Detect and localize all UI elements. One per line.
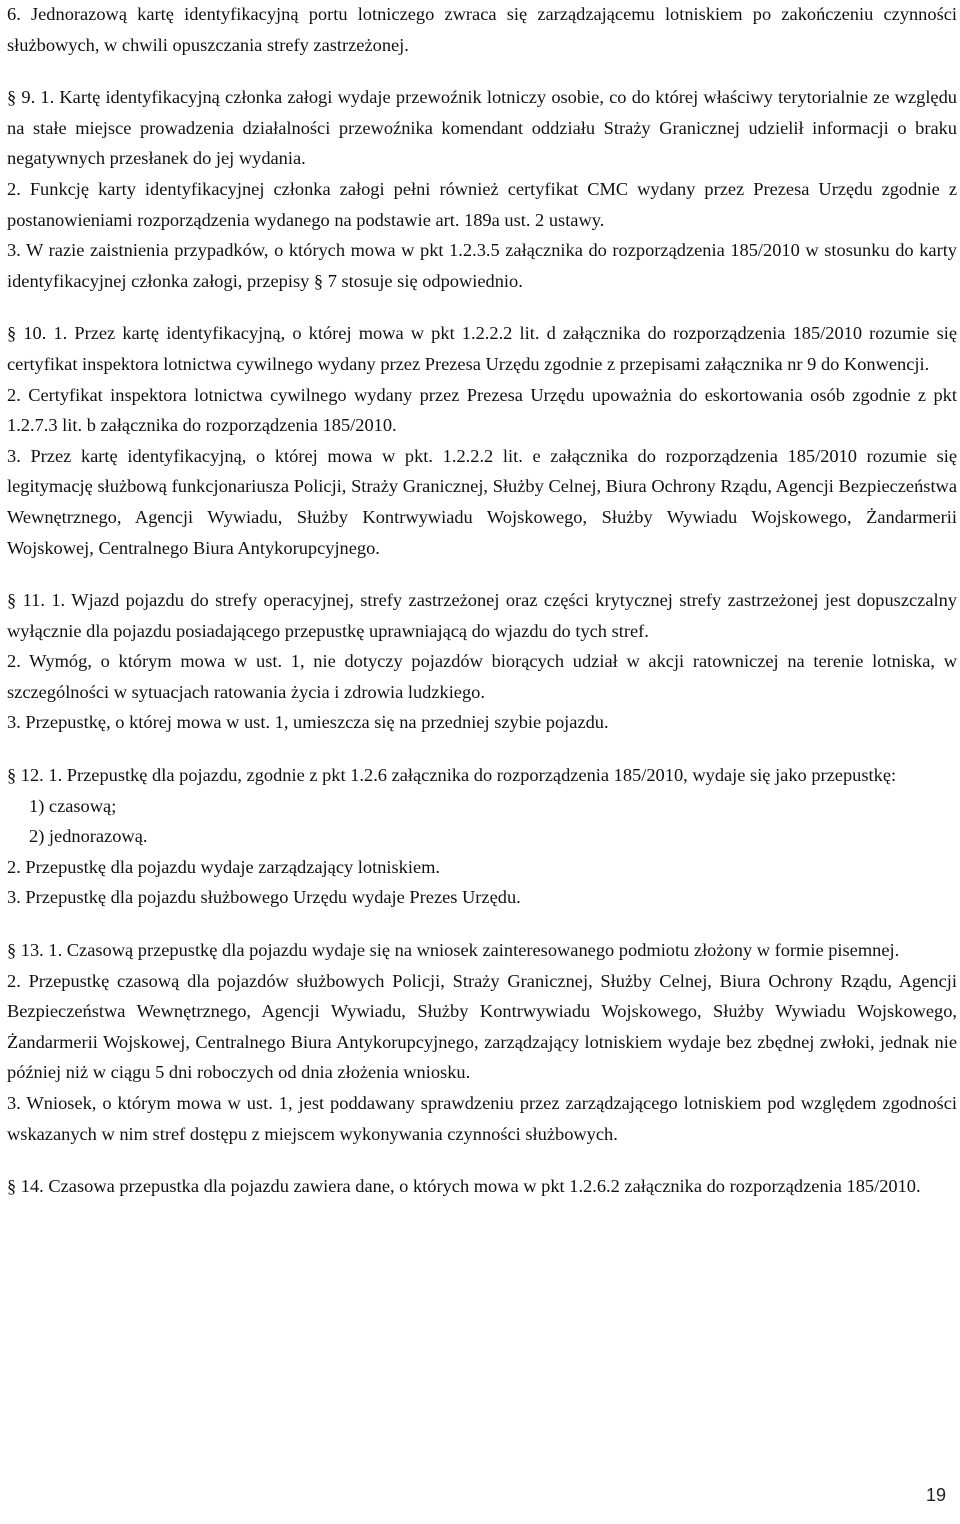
- section-9-paragraph-2: 2. Funkcję karty identyfikacyjnej członka załogi pełni również certyfikat CMC wydany przez Prezesa Urzędu zgodnie z postanowieniami rozporządzenia wydanego na podstawie art. 189a ust. 2 ustawy.: [7, 178, 957, 230]
- section-12-paragraph-2: 2. Przepustkę dla pojazdu wydaje zarządzający lotniskiem.: [7, 856, 441, 877]
- section-12-paragraph-1: § 12. 1. Przepustkę dla pojazdu, zgodnie z pkt 1.2.6 załącznika do rozporządzenia 185/2010, wydaje się jako przepustkę:: [7, 765, 897, 786]
- paragraph-gap: [7, 913, 957, 935]
- paragraph-gap: [7, 738, 957, 760]
- paragraph-gap: [7, 1149, 957, 1171]
- paragraph-gap: [7, 563, 957, 585]
- section-11-paragraph-3: 3. Przepustkę, o której mowa w ust. 1, umieszcza się na przedniej szybie pojazdu.: [7, 712, 609, 733]
- paragraph-gap: [7, 296, 957, 318]
- section-12-list-item-1: 1) czasową;: [29, 795, 117, 816]
- section-14-paragraph-1: § 14. Czasowa przepustka dla pojazdu zawiera dane, o których mowa w pkt 1.2.6.2 załącznika do rozporządzenia 185/2010.: [7, 1176, 921, 1197]
- paragraph-gap: [7, 60, 957, 82]
- section-12-list-item-2: 2) jednorazową.: [29, 826, 148, 847]
- section-12-paragraph-3: 3. Przepustkę dla pojazdu służbowego Urzędu wydaje Prezes Urzędu.: [7, 887, 521, 908]
- section-13-paragraph-3: 3. Wniosek, o którym mowa w ust. 1, jest poddawany sprawdzeniu przez zarządzającego lotniskiem pod względem zgodności wskazanych w nim stref dostępu z miejscem wykonywania czynności służbowych.: [7, 1093, 957, 1144]
- section-13-paragraph-1: § 13. 1. Czasową przepustkę dla pojazdu wydaje się na wniosek zainteresowanego podmiotu złożony w formie pisemnej.: [7, 940, 900, 961]
- paragraph-8-6: 6. Jednorazową kartę identyfikacyjną portu lotniczego zwraca się zarządzającemu lotniskiem po zakończeniu czynności służbowych, w chwili opuszczania strefy zastrzeżonej.: [7, 4, 957, 55]
- section-10-paragraph-2: 2. Certyfikat inspektora lotnictwa cywilnego wydany przez Prezesa Urzędu upoważnia do eskortowania osób zgodnie z pkt 1.2.7.3 lit. b załącznika do rozporządzenia 185/2010.: [7, 384, 957, 436]
- section-9-paragraph-3: 3. W razie zaistnienia przypadków, o których mowa w pkt 1.2.3.5 załącznika do rozporządzenia 185/2010 w stosunku do karty identyfikacyjnej członka załogi, przepisy § 7 stosuje się odpowiednio.: [7, 240, 957, 291]
- section-13-paragraph-2: 2. Przepustkę czasową dla pojazdów służbowych Policji, Straży Granicznej, Służby Celnej, Biura Ochrony Rządu, Agencji Bezpieczeństwa Wewnętrznego, Agencji Wywiadu, Służby Kontrwywiadu Wojskowego, Służby Wywiadu Wojskowego, Żandarmerii Wojskowej, Centralnego Biura Antykorupcyjnego, zarządzający lotniskiem wydaje bez zbędnej zwłoki, jednak nie później niż w ciągu 5 dni roboczych od dnia złożenia wniosku.: [7, 970, 957, 1083]
- section-11-paragraph-1: § 11. 1. Wjazd pojazdu do strefy operacyjnej, strefy zastrzeżonej oraz części krytycznej strefy zastrzeżonej jest dopuszczalny wyłącznie dla pojazdu posiadającego przepustkę uprawniającą do wjazdu do tych stref.: [7, 590, 957, 641]
- section-9-paragraph-1: § 9. 1. Kartę identyfikacyjną członka załogi wydaje przewoźnik lotniczy osobie, co do której właściwy terytorialnie ze względu na stałe miejsce prowadzenia działalności przewoźnika komendant oddziału Straży Granicznej udzielił informacji o braku negatywnych przesłanek do jej wydania.: [7, 87, 957, 169]
- section-10-paragraph-1: § 10. 1. Przez kartę identyfikacyjną, o której mowa w pkt 1.2.2.2 lit. d załącznika do rozporządzenia 185/2010 rozumie się certyfikat inspektora lotnictwa cywilnego wydany przez Prezesa Urzędu zgodnie z przepisami załącznika nr 9 do Konwencji.: [7, 323, 957, 374]
- page-number: 19: [925, 1485, 946, 1505]
- document-page: [7, 0, 957, 1202]
- section-10-paragraph-3: 3. Przez kartę identyfikacyjną, o której mowa w pkt. 1.2.2.2 lit. e załącznika do rozporządzenia 185/2010 rozumie się legitymację służbową funkcjonariusza Policji, Straży Granicznej, Służby Celnej, Biura Ochrony Rządu, Agencji Bezpieczeństwa Wewnętrznego, Agencji Wywiadu, Służby Kontrwywiadu Wojskowego, Służby Wywiadu Wojskowego, Żandarmerii Wojskowej, Centralnego Biura Antykorupcyjnego.: [7, 445, 957, 558]
- section-11-paragraph-2: 2. Wymóg, o którym mowa w ust. 1, nie dotyczy pojazdów biorących udział w akcji ratowniczej na terenie lotniska, w szczególności w sytuacjach ratowania życia i zdrowia ludzkiego.: [7, 651, 957, 702]
